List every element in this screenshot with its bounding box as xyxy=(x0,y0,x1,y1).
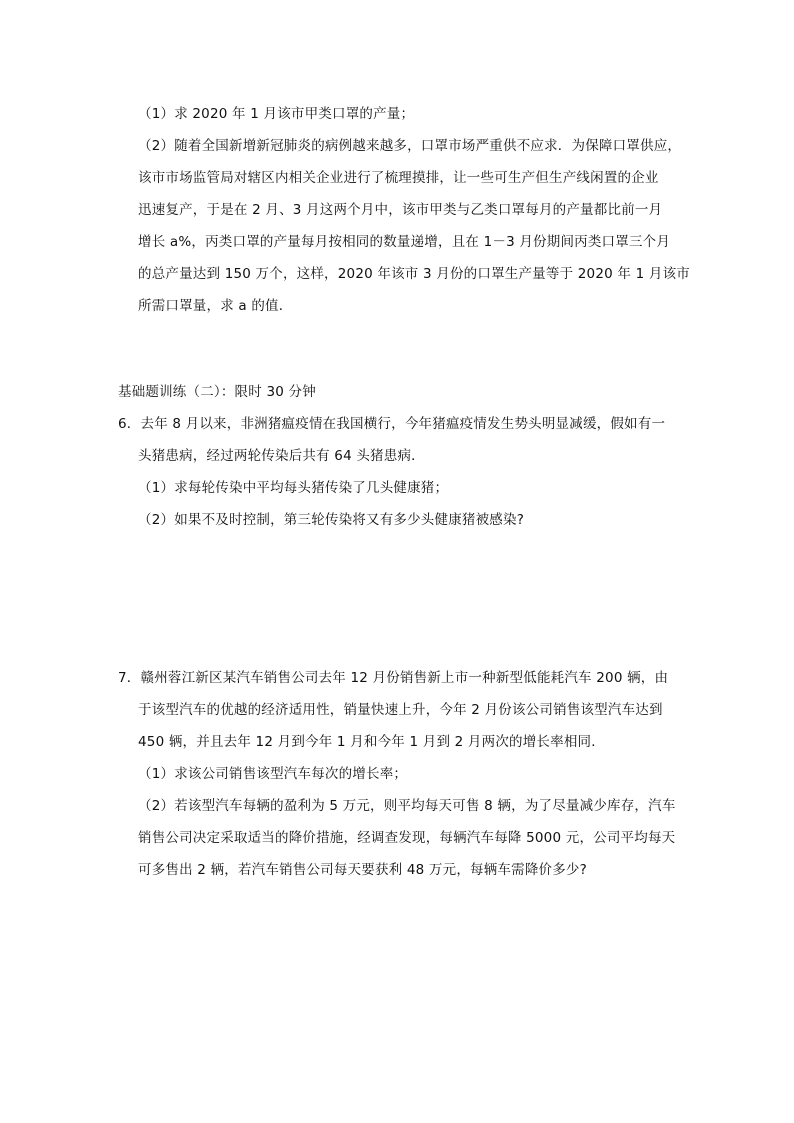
q5-part2-line1: （2）随着全国新增新冠肺炎的病例越来越多，口罩市场严重供不应求．为保障口罩供应， xyxy=(138,138,682,154)
q5-part2-line6: 所需口罩量，求 a 的值． xyxy=(138,298,293,314)
q7-stem-line3: 450 辆，并且去年 12 月到今年 1 月和今年 1 月到 2 月两次的增长率相同． xyxy=(138,734,605,750)
q6-part1: （1）求每轮传染中平均每头猪传染了几头健康猪； xyxy=(138,480,449,496)
q7-stem-line1: 7．赣州蓉江新区某汽车销售公司去年 12 月份销售新上市一种新型低能耗汽车 200 辆，由 xyxy=(118,670,669,686)
q7-part2-line2: 销售公司决定采取适当的降价措施，经调查发现，每辆汽车每降 5000 元，公司平均每天 xyxy=(138,830,676,846)
q6-stem-line2: 头猪患病，经过两轮传染后共有 64 头猪患病． xyxy=(138,448,425,464)
q7-part1: （1）求该公司销售该型汽车每次的增长率； xyxy=(138,766,408,782)
section-heading: 基础题训练（二）：限时 30 分钟 xyxy=(118,384,316,400)
q5-part2-line4: 增长 a%，丙类口罩的产量每月按相同的数量递增，且在 1－3 月份期间丙类口罩三个月 xyxy=(138,234,671,250)
q5-part1: （1）求 2020 年 1 月该市甲类口罩的产量； xyxy=(138,106,415,122)
q5-part2-line5: 的总产量达到 150 万个，这样，2020 年该市 3 月份的口罩生产量等于 2020 年 1 月该市 xyxy=(138,266,690,282)
q7-part2-line3: 可多售出 2 辆，若汽车销售公司每天要获利 48 万元，每辆车需降价多少? xyxy=(138,862,587,878)
q5-part2-line3: 迅速复产，于是在 2 月、3 月这两个月中，该市甲类与乙类口罩每月的产量都比前一月 xyxy=(138,202,663,218)
q7-stem-line2: 于该型汽车的优越的经济适用性，销量快速上升，今年 2 月份该公司销售该型汽车达到 xyxy=(138,702,663,718)
q6-stem-line1: 6．去年 8 月以来，非洲猪瘟疫情在我国横行，今年猪瘟疫情发生势头明显减缓，假如有一 xyxy=(118,416,666,432)
q6-part2: （2）如果不及时控制，第三轮传染将又有多少头健康猪被感染? xyxy=(138,512,525,528)
q7-part2-line1: （2）若该型汽车每辆的盈利为 5 万元，则平均每天可售 8 辆，为了尽量减少库存，汽车 xyxy=(138,798,676,814)
q5-part2-line2: 该市市场监管局对辖区内相关企业进行了梳理摸排，让一些可生产但生产线闲置的企业 xyxy=(138,170,659,186)
